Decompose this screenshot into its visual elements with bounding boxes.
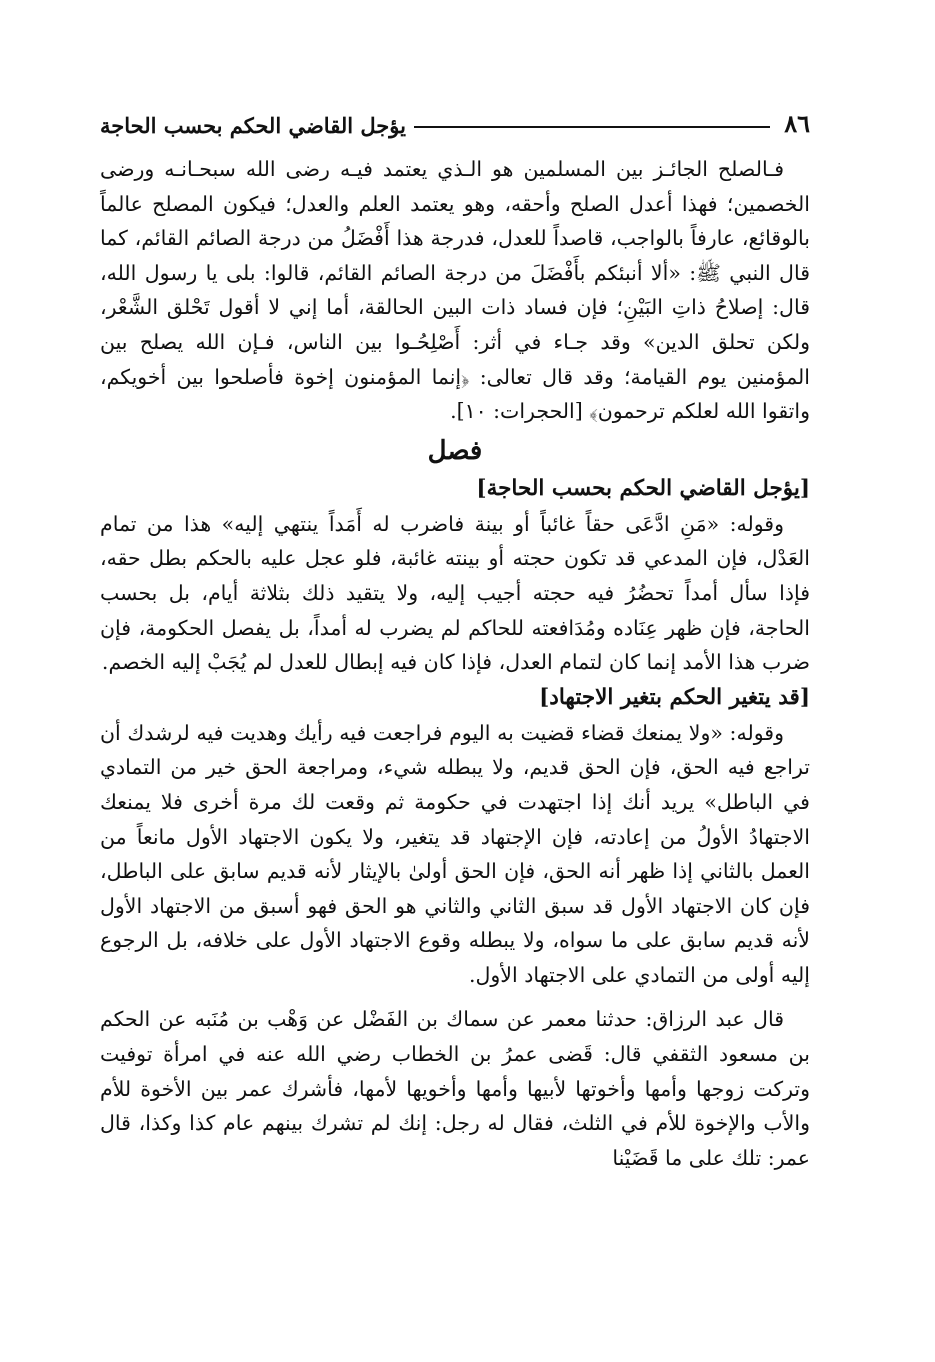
header-rule [414, 126, 770, 128]
running-title: يؤجل القاضي الحكم بحسب الحاجة [100, 113, 406, 138]
chapter-title: فصل [427, 435, 483, 466]
paragraph-postponement: وقوله: «مَنِ ادَّعَى حقاً غائباً أو بينة فاضرب له أَمَداً ينتهي إليه» هذا من تمام العَدْل، فإن المدعي قد تكون حجته أو بينته غائبة، فلو عجل عليه بالحكم بطل حقه، فإذا سأل أمداً تحضُرُ فيه حجته أجيب إليه، ولا يتقيد ذلك بثلاثة أيام، بل بحسب الحاجة، فإن ظهر عِنَاده ومُدَافعته للحاكم لم يضرب له أمداً، بل يفصل الحكومة، فإن ضرب هذا الأمد إنما كان لتمام العدل، فإذا كان فيه إبطال للعدل لم يُجَبْ إليه الخصم. [100, 511, 810, 675]
page-number: ٨٦ [784, 109, 810, 138]
paragraph-gap [100, 992, 810, 1002]
page-body [100, 152, 810, 1175]
section-title-postponement: [يؤجل القاضي الحكم بحسب الحاجة] [476, 475, 810, 501]
section-title-ijtihad: [قد يتغير الحكم بتغير الاجتهاد] [539, 684, 810, 710]
paragraph-narration: قال عبد الرزاق: حدثنا معمر عن سماك بن الفَضْل عن وَهْب بن مُنَبه عن الحكم بن مسعود الثقفي قال: قَضى عمرُ بن الخطاب رضي الله عنه في امرأة توفيت وتركت زوجها وأمها وأخوتها لأبيها وأمها وأخويها لأمها، فأشرك عمر بين الأخوة للأم والأب والإخوة للأم في الثلث، فقال له رجل: إنك لم تشرك بينهم عام كذا وكذا، قال عمر: تلك على ما قَضَيْنا [100, 1007, 810, 1170]
paragraph-ijtihad: وقوله: «ولا يمنعك قضاء قضيت به اليوم فراجعت فيه رأيك وهديت فيه لرشدك أن تراجع فيه الحق، فإن الحق قديم، ولا يبطله شيء، ومراجعة الحق خير من التمادي في الباطل» يريد أنك إذا اجتهدت في حكومة ثم وقعت لك مرة أخرى فلا يمنعك الاجتهادُ الأولُ من إعادته، فإن الإجتهاد قد يتغير، ولا يكون الاجتهاد الأول مانعاً من العمل بالثاني إذا ظهر أنه الحق، فإن الحق أولىٰ بالإيثار لأنه قديم سابق على الباطل، فإن كان الاجتهاد الأول قد سبق الثاني والثاني هو الحق فهو أسبق من الاجتهاد الأول لأنه قديم سابق على ما سواه، ولا يبطله وقوع الاجتهاد الأول على خلافه، بل الرجوع إليه أولى من التمادي على الاجتهاد الأول. [100, 720, 810, 987]
page-header [100, 98, 810, 138]
paragraph-reconciliation: فـالصلح الجائـز بين المسلمين هو الـذي يعتمد فيـه رضى الله سبحـانـه ورضى الخصمين؛ فهذا أعدل الصلح وأحقه، وهو يعتمد العلم والعدل؛ فيكون المصلح عالماً بالوقائع، عارفاً بالواجب، قاصداً للعدل، فدرجة هذا أَفْضَلُ من درجة الصائم القائم، كما قال النبي ﷺ: «ألا أنبئكم بأَفْضَلَ من درجة الصائم القائم، قالوا: بلى يا رسول الله، قال: إصلاحُ ذاتِ البَيْنِ؛ فإن فساد ذات البين الحالقة، أما إني لا أقول تَحْلق الشَّعْر، ولكن تحلق الدين» وقد جـاء في أثر: أَصْلِحُـوا بين الناس، فـإن الله يصلح بين المؤمنين يوم القيامة؛ وقد قال تعالى: ﴿إنما المؤمنون إخوة فأصلحوا بين أخويكم، واتقوا الله لعلكم ترحمون﴾ [الحجرات: ١٠]. [100, 157, 810, 424]
